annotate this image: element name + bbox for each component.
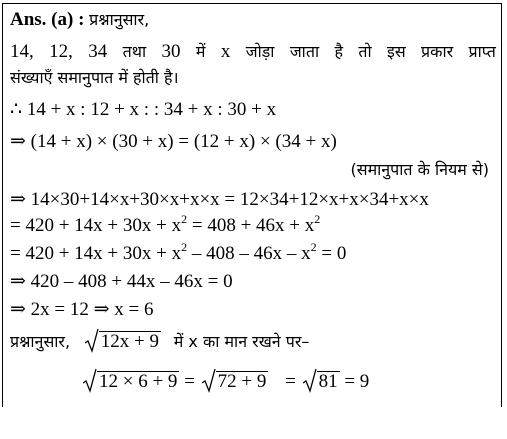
intro-word: है xyxy=(334,42,343,61)
sqrt-expression-1 xyxy=(83,370,179,394)
intro-word: जाता xyxy=(289,42,320,61)
result-line xyxy=(81,370,369,394)
intro-word: 34 xyxy=(88,41,108,62)
answer-heading xyxy=(10,8,149,32)
intro-word: 14, xyxy=(10,41,34,62)
step-simplify xyxy=(10,214,320,238)
equals-sign-2: = xyxy=(285,371,296,392)
intro-word: प्राप्त xyxy=(468,42,496,61)
square-exponent: 2 xyxy=(181,240,188,254)
intro-word: प्रकार xyxy=(421,42,454,61)
square-exponent: 2 xyxy=(181,212,188,226)
radicand-1: 12 × 6 + 9 xyxy=(99,371,178,392)
intro-word: जोड़ा xyxy=(245,42,275,61)
intro-line-1 xyxy=(10,40,496,64)
simplify-right: = 408 + 46x + x xyxy=(187,215,315,236)
answer-heading-text: प्रश्नानुसार, xyxy=(89,10,150,29)
step-expand: ⇒ 14×30+14×x+30×x+x×x = 12×34+12×x+x×34+x×x xyxy=(10,189,429,210)
rearrange-part-1: = 420 + 14x + 30x + x xyxy=(10,243,182,264)
intro-word: इस xyxy=(386,42,406,61)
step-combine: ⇒ 420 – 408 + 44x – 46x = 0 xyxy=(10,271,233,292)
intro-word: 12, xyxy=(49,41,73,62)
rearrange-part-3: = 0 xyxy=(316,243,347,264)
square-exponent: 2 xyxy=(310,240,317,254)
radical-sign-icon xyxy=(83,368,97,394)
rearrange-part-2: – 408 – 46x – x xyxy=(187,243,311,264)
radical-sign-icon xyxy=(202,368,216,394)
sqrt-expression xyxy=(85,330,161,354)
substitution-suffix: में x का मान रखने पर– xyxy=(173,332,310,351)
step-rearrange xyxy=(10,242,346,266)
sqrt-expression-2 xyxy=(202,370,269,394)
simplify-left: = 420 + 14x + 30x + x xyxy=(10,215,182,236)
intro-word: 30 xyxy=(161,41,181,62)
answer-box xyxy=(2,3,502,407)
sqrt-expression-3 xyxy=(303,370,340,394)
substitution-prefix: प्रश्नानुसार, xyxy=(10,332,71,351)
sqrt-radicand: 12x + 9 xyxy=(100,331,159,352)
substitution-line xyxy=(10,330,309,354)
answer-label: Ans. (a) : xyxy=(10,9,85,30)
step-proportion: ∴ 14 + x : 12 + x : : 34 + x : 30 + x xyxy=(10,99,277,120)
radicand-3: 81 xyxy=(318,371,338,392)
intro-word: तथा xyxy=(122,42,147,61)
intro-line-2: संख्याएँ समानुपात में होती है। xyxy=(10,68,179,87)
intro-word: तो xyxy=(358,42,372,61)
step-solve: ⇒ 2x = 12 ⇒ x = 6 xyxy=(10,299,154,320)
intro-word: x xyxy=(220,41,231,62)
square-exponent: 2 xyxy=(314,212,321,226)
radicand-2: 72 + 9 xyxy=(217,371,267,392)
final-value: = 9 xyxy=(344,371,370,392)
step-cross-multiply: ⇒ (14 + x) × (30 + x) = (12 + x) × (34 + x) xyxy=(10,131,337,152)
intro-word: में xyxy=(195,42,206,61)
radical-sign-icon xyxy=(303,368,317,394)
equals-sign-1: = xyxy=(184,371,195,392)
step-note: (समानुपात के नियम से) xyxy=(350,160,489,179)
radical-sign-icon xyxy=(85,328,99,354)
